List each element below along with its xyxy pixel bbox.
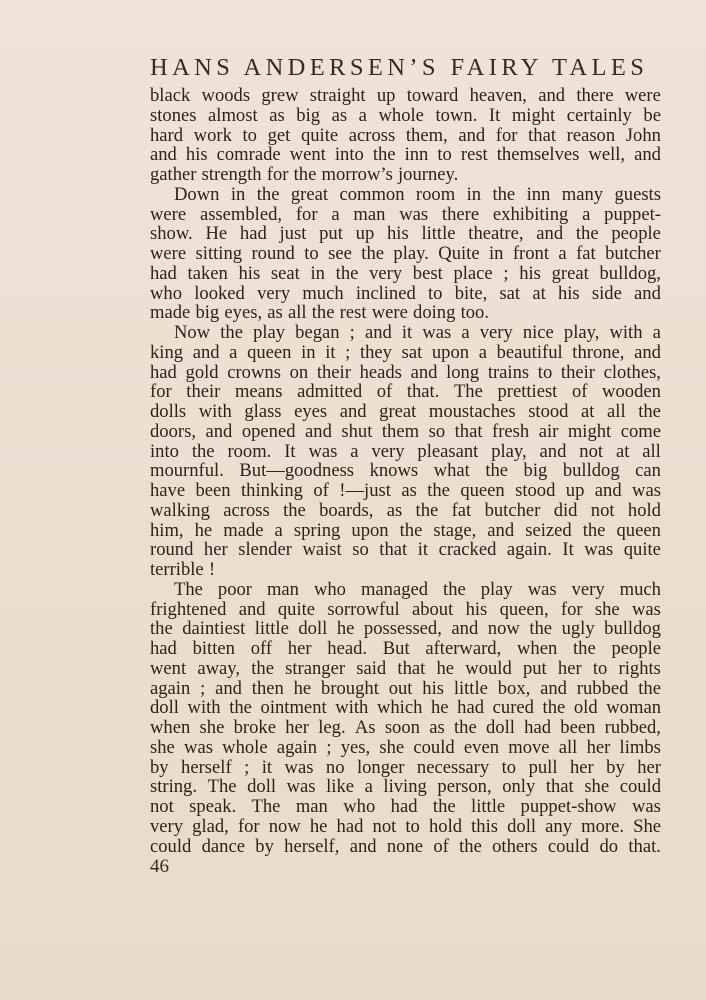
text-line: and his comrade went into the inn to rest themselves well, and	[150, 144, 661, 166]
text-line: hard work to get quite across them, and for that reason John	[150, 124, 661, 146]
text-line: stones almost as big as a whole town. It might certainly be	[150, 104, 661, 126]
text-line: had taken his seat in the very best place ; his great bulldog,	[150, 262, 661, 284]
text-line: not speak. The man who had the little puppet-show was	[150, 796, 661, 817]
text-line: The poor man who managed the play was very much	[174, 578, 661, 600]
text-line: dolls with glass eyes and great moustaches stood at all the	[150, 401, 661, 422]
text-line: into the room. It was a very pleasant play, and not at all	[150, 440, 661, 462]
page-number: 46	[150, 856, 169, 877]
text-line: she was whole again ; yes, she could even move all her limbs	[150, 736, 661, 758]
text-line: black woods grew straight up toward heaven, and there were	[150, 85, 661, 106]
text-line: had gold crowns on their heads and long trains to their clothes,	[150, 361, 661, 383]
text-line: had bitten off her head. But afterward, when the people	[150, 638, 661, 659]
text-line: doors, and opened and shut them so that fresh air might come	[150, 420, 661, 442]
text-line: very glad, for now he had not to hold this doll any more. She	[150, 815, 661, 837]
text-line: doll with the ointment with which he had cured the old woman	[150, 697, 661, 719]
text-line: gather strength for the morrow’s journey.	[150, 164, 459, 185]
text-line: round her slender waist so that it cracked again. It was quite	[150, 539, 661, 561]
text-line: walking across the boards, as the fat butcher did not hold	[150, 499, 661, 521]
body-text	[150, 86, 661, 856]
text-line: made big eyes, as all the rest were doing too.	[150, 302, 489, 324]
text-line: were assembled, for a man was there exhibiting a puppet-	[150, 203, 661, 225]
text-line: him, he made a spring upon the stage, and seized the queen	[150, 519, 661, 541]
text-line: king and a queen in it ; they sat upon a beautiful throne, and	[150, 341, 661, 363]
text-line: again ; and then he brought out his little box, and rubbed the	[150, 677, 661, 699]
text-line: show. He had just put up his little theatre, and the people	[150, 223, 661, 245]
text-line: by herself ; it was no longer necessary to pull her by her	[150, 756, 661, 778]
text-line: terrible !	[150, 559, 216, 580]
text-line: for their means admitted of that. The prettiest of wooden	[150, 381, 661, 403]
text-line: the daintiest little doll he possessed, and now the ugly bulldog	[150, 618, 661, 640]
running-header: HANS ANDERSEN’S FAIRY TALES	[150, 54, 649, 81]
text-line: Down in the great common room in the inn many guests	[174, 183, 661, 205]
text-line: have been thinking of !—just as the queen stood up and was	[150, 480, 661, 501]
text-line: Now the play began ; and it was a very nice play, with a	[174, 322, 661, 343]
text-line: when she broke her leg. As soon as the doll had been rubbed,	[150, 717, 661, 738]
text-line: were sitting round to see the play. Quite in front a fat butcher	[150, 243, 661, 264]
text-line: who looked very much inclined to bite, sat at his side and	[150, 282, 661, 304]
text-line: string. The doll was like a living person, only that she could	[150, 776, 661, 798]
text-line: went away, the stranger said that he would put her to rights	[150, 657, 661, 679]
text-line: could dance by herself, and none of the others could do that.	[150, 835, 661, 857]
text-line: frightened and quite sorrowful about his queen, for she was	[150, 598, 661, 620]
text-line: mournful. But—goodness knows what the big bulldog can	[150, 460, 661, 482]
